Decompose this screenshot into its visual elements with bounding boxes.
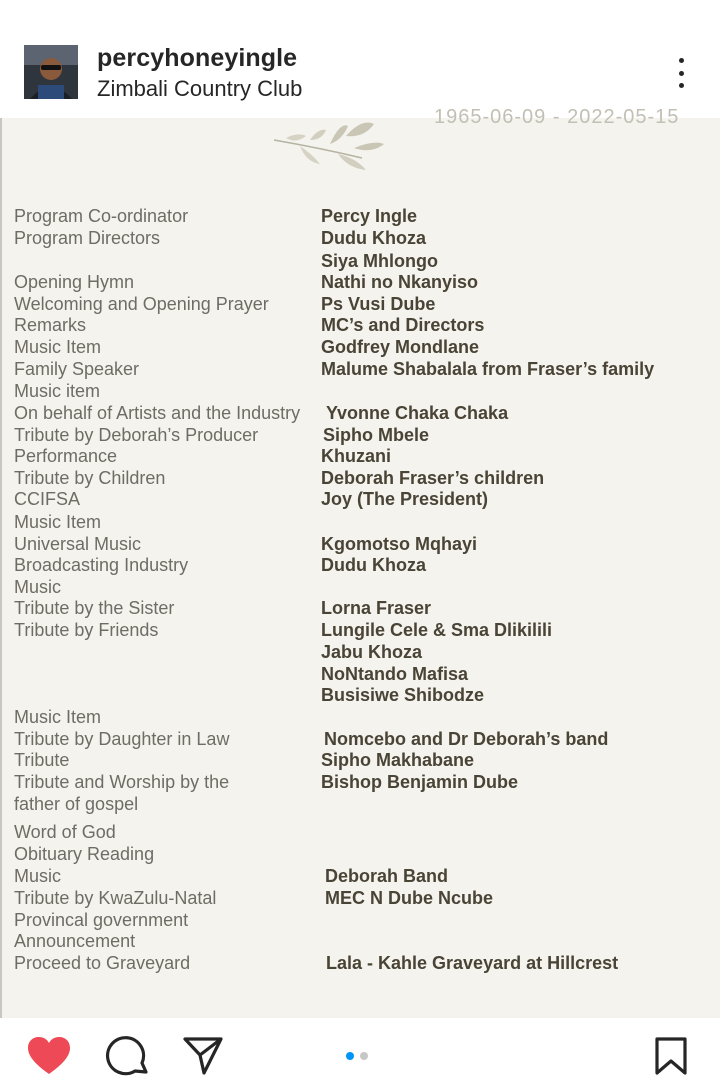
program-role: On behalf of Artists and the Industry bbox=[14, 403, 301, 423]
program-row bbox=[0, 425, 720, 447]
program-role: Music bbox=[14, 577, 62, 597]
program-person: Joy (The President) bbox=[321, 489, 489, 509]
program-person: Lala - Kahle Graveyard at Hillcrest bbox=[326, 953, 619, 973]
program-row bbox=[0, 403, 720, 425]
program-person: Siya Mhlongo bbox=[321, 251, 438, 271]
program-role: Tribute by Children bbox=[14, 468, 166, 488]
program-person: Dudu Khoza bbox=[321, 555, 426, 575]
location-link[interactable]: Zimbali Country Club bbox=[97, 76, 303, 101]
program-person: MC’s and Directors bbox=[321, 315, 485, 335]
program-row bbox=[0, 294, 720, 316]
program-role: Music item bbox=[14, 381, 101, 401]
program-row bbox=[0, 620, 720, 642]
program-person: Dudu Khoza bbox=[321, 228, 426, 248]
program-role: Program Co-ordinator bbox=[14, 206, 189, 226]
post-image[interactable] bbox=[0, 106, 720, 1018]
program-row bbox=[0, 206, 720, 228]
program-person: Busisiwe Shibodze bbox=[321, 685, 485, 705]
program-row bbox=[0, 772, 720, 794]
program-row bbox=[0, 794, 720, 816]
program-person: Godfrey Mondlane bbox=[321, 337, 480, 357]
program-role: Welcoming and Opening Prayer bbox=[14, 294, 269, 314]
username[interactable]: percyhoneyingle bbox=[97, 44, 298, 72]
program-person: Kgomotso Mqhayi bbox=[321, 534, 477, 554]
program-person: Ps Vusi Dube bbox=[321, 294, 436, 314]
program-role: Broadcasting Industry bbox=[14, 555, 189, 575]
program-person: Jabu Khoza bbox=[321, 642, 423, 662]
post-header bbox=[0, 0, 720, 118]
program-person: Yvonne Chaka Chaka bbox=[326, 403, 509, 423]
carousel-dot-active bbox=[346, 1052, 354, 1060]
program-role: Opening Hymn bbox=[14, 272, 135, 292]
program-role: Tribute and Worship by the bbox=[14, 772, 230, 792]
program-person: Bishop Benjamin Dube bbox=[321, 772, 519, 792]
program-row bbox=[0, 866, 720, 888]
program-row bbox=[0, 534, 720, 556]
program-role: Tribute bbox=[14, 750, 70, 770]
program-role: Remarks bbox=[14, 315, 87, 335]
program-row bbox=[0, 251, 720, 273]
program-row bbox=[0, 685, 720, 707]
program-role: Music Item bbox=[14, 707, 102, 727]
program-role: Word of God bbox=[14, 822, 116, 842]
program-row bbox=[0, 642, 720, 664]
program-role: father of gospel bbox=[14, 794, 139, 814]
program-person: Khuzani bbox=[321, 446, 391, 466]
program-role: Performance bbox=[14, 446, 118, 466]
program-row bbox=[0, 844, 720, 866]
program-person: Sipho Mbele bbox=[323, 425, 430, 445]
program-row bbox=[0, 953, 720, 975]
program-row bbox=[0, 750, 720, 772]
program-row bbox=[0, 577, 720, 599]
program-role: Tribute by the Sister bbox=[14, 598, 175, 618]
program-row bbox=[0, 272, 720, 294]
program-row bbox=[0, 664, 720, 686]
program-row bbox=[0, 228, 720, 250]
program-person: Malume Shabalala from Fraser’s family bbox=[321, 359, 655, 379]
program-role: Announcement bbox=[14, 931, 136, 951]
carousel-indicator bbox=[346, 1052, 368, 1060]
leaf-ornament-icon bbox=[270, 118, 390, 174]
program-person: MEC N Dube Ncube bbox=[325, 888, 494, 908]
program-role: CCIFSA bbox=[14, 489, 81, 509]
program-role: Music Item bbox=[14, 512, 102, 532]
program-row bbox=[0, 910, 720, 932]
program-role: Program Directors bbox=[14, 228, 161, 248]
program-role: Obituary Reading bbox=[14, 844, 155, 864]
dates-text: 1965-06-09 - 2022-05-15 bbox=[434, 106, 680, 128]
program-person: Lungile Cele & Sma Dlikilili bbox=[321, 620, 553, 640]
program-role: Proceed to Graveyard bbox=[14, 953, 191, 973]
comment-icon[interactable] bbox=[106, 1036, 150, 1078]
program-person: Nathi no Nkanyiso bbox=[321, 272, 479, 292]
program-person: Deborah Fraser’s children bbox=[321, 468, 545, 488]
program-person: Nomcebo and Dr Deborah’s band bbox=[324, 729, 609, 749]
program-role: Family Speaker bbox=[14, 359, 140, 379]
program-role: Universal Music bbox=[14, 534, 142, 554]
program-row bbox=[0, 315, 720, 337]
bookmark-icon[interactable] bbox=[654, 1036, 688, 1076]
program-role: Tribute by Daughter in Law bbox=[14, 729, 230, 749]
program-role: Tribute by Friends bbox=[14, 620, 159, 640]
program-row bbox=[0, 729, 720, 751]
program-row bbox=[0, 337, 720, 359]
program-person: NoNtando Mafisa bbox=[321, 664, 469, 684]
program-person: Lorna Fraser bbox=[321, 598, 432, 618]
program-role: Tribute by KwaZulu-Natal bbox=[14, 888, 217, 908]
heart-icon[interactable] bbox=[27, 1036, 71, 1076]
program-row bbox=[0, 489, 720, 511]
program-row bbox=[0, 359, 720, 381]
program-person: Percy Ingle bbox=[321, 206, 418, 226]
program-person: Deborah Band bbox=[325, 866, 449, 886]
more-options-icon[interactable] bbox=[668, 56, 694, 90]
program-role: Provincal government bbox=[14, 910, 189, 930]
share-icon[interactable] bbox=[182, 1036, 224, 1076]
program-row bbox=[0, 707, 720, 729]
program-row bbox=[0, 555, 720, 577]
program-role: Tribute by Deborah’s Producer bbox=[14, 425, 259, 445]
program-row bbox=[0, 468, 720, 490]
program-row bbox=[0, 446, 720, 468]
program-row bbox=[0, 822, 720, 844]
program-row bbox=[0, 598, 720, 620]
program-row bbox=[0, 888, 720, 910]
program-row bbox=[0, 512, 720, 534]
post-actions-bar bbox=[0, 1018, 720, 1086]
program-person: Sipho Makhabane bbox=[321, 750, 475, 770]
program-role: Music bbox=[14, 866, 62, 886]
carousel-dot bbox=[360, 1052, 368, 1060]
program-row bbox=[0, 931, 720, 953]
program-role: Music Item bbox=[14, 337, 102, 357]
program-row bbox=[0, 381, 720, 403]
avatar[interactable] bbox=[24, 45, 78, 99]
